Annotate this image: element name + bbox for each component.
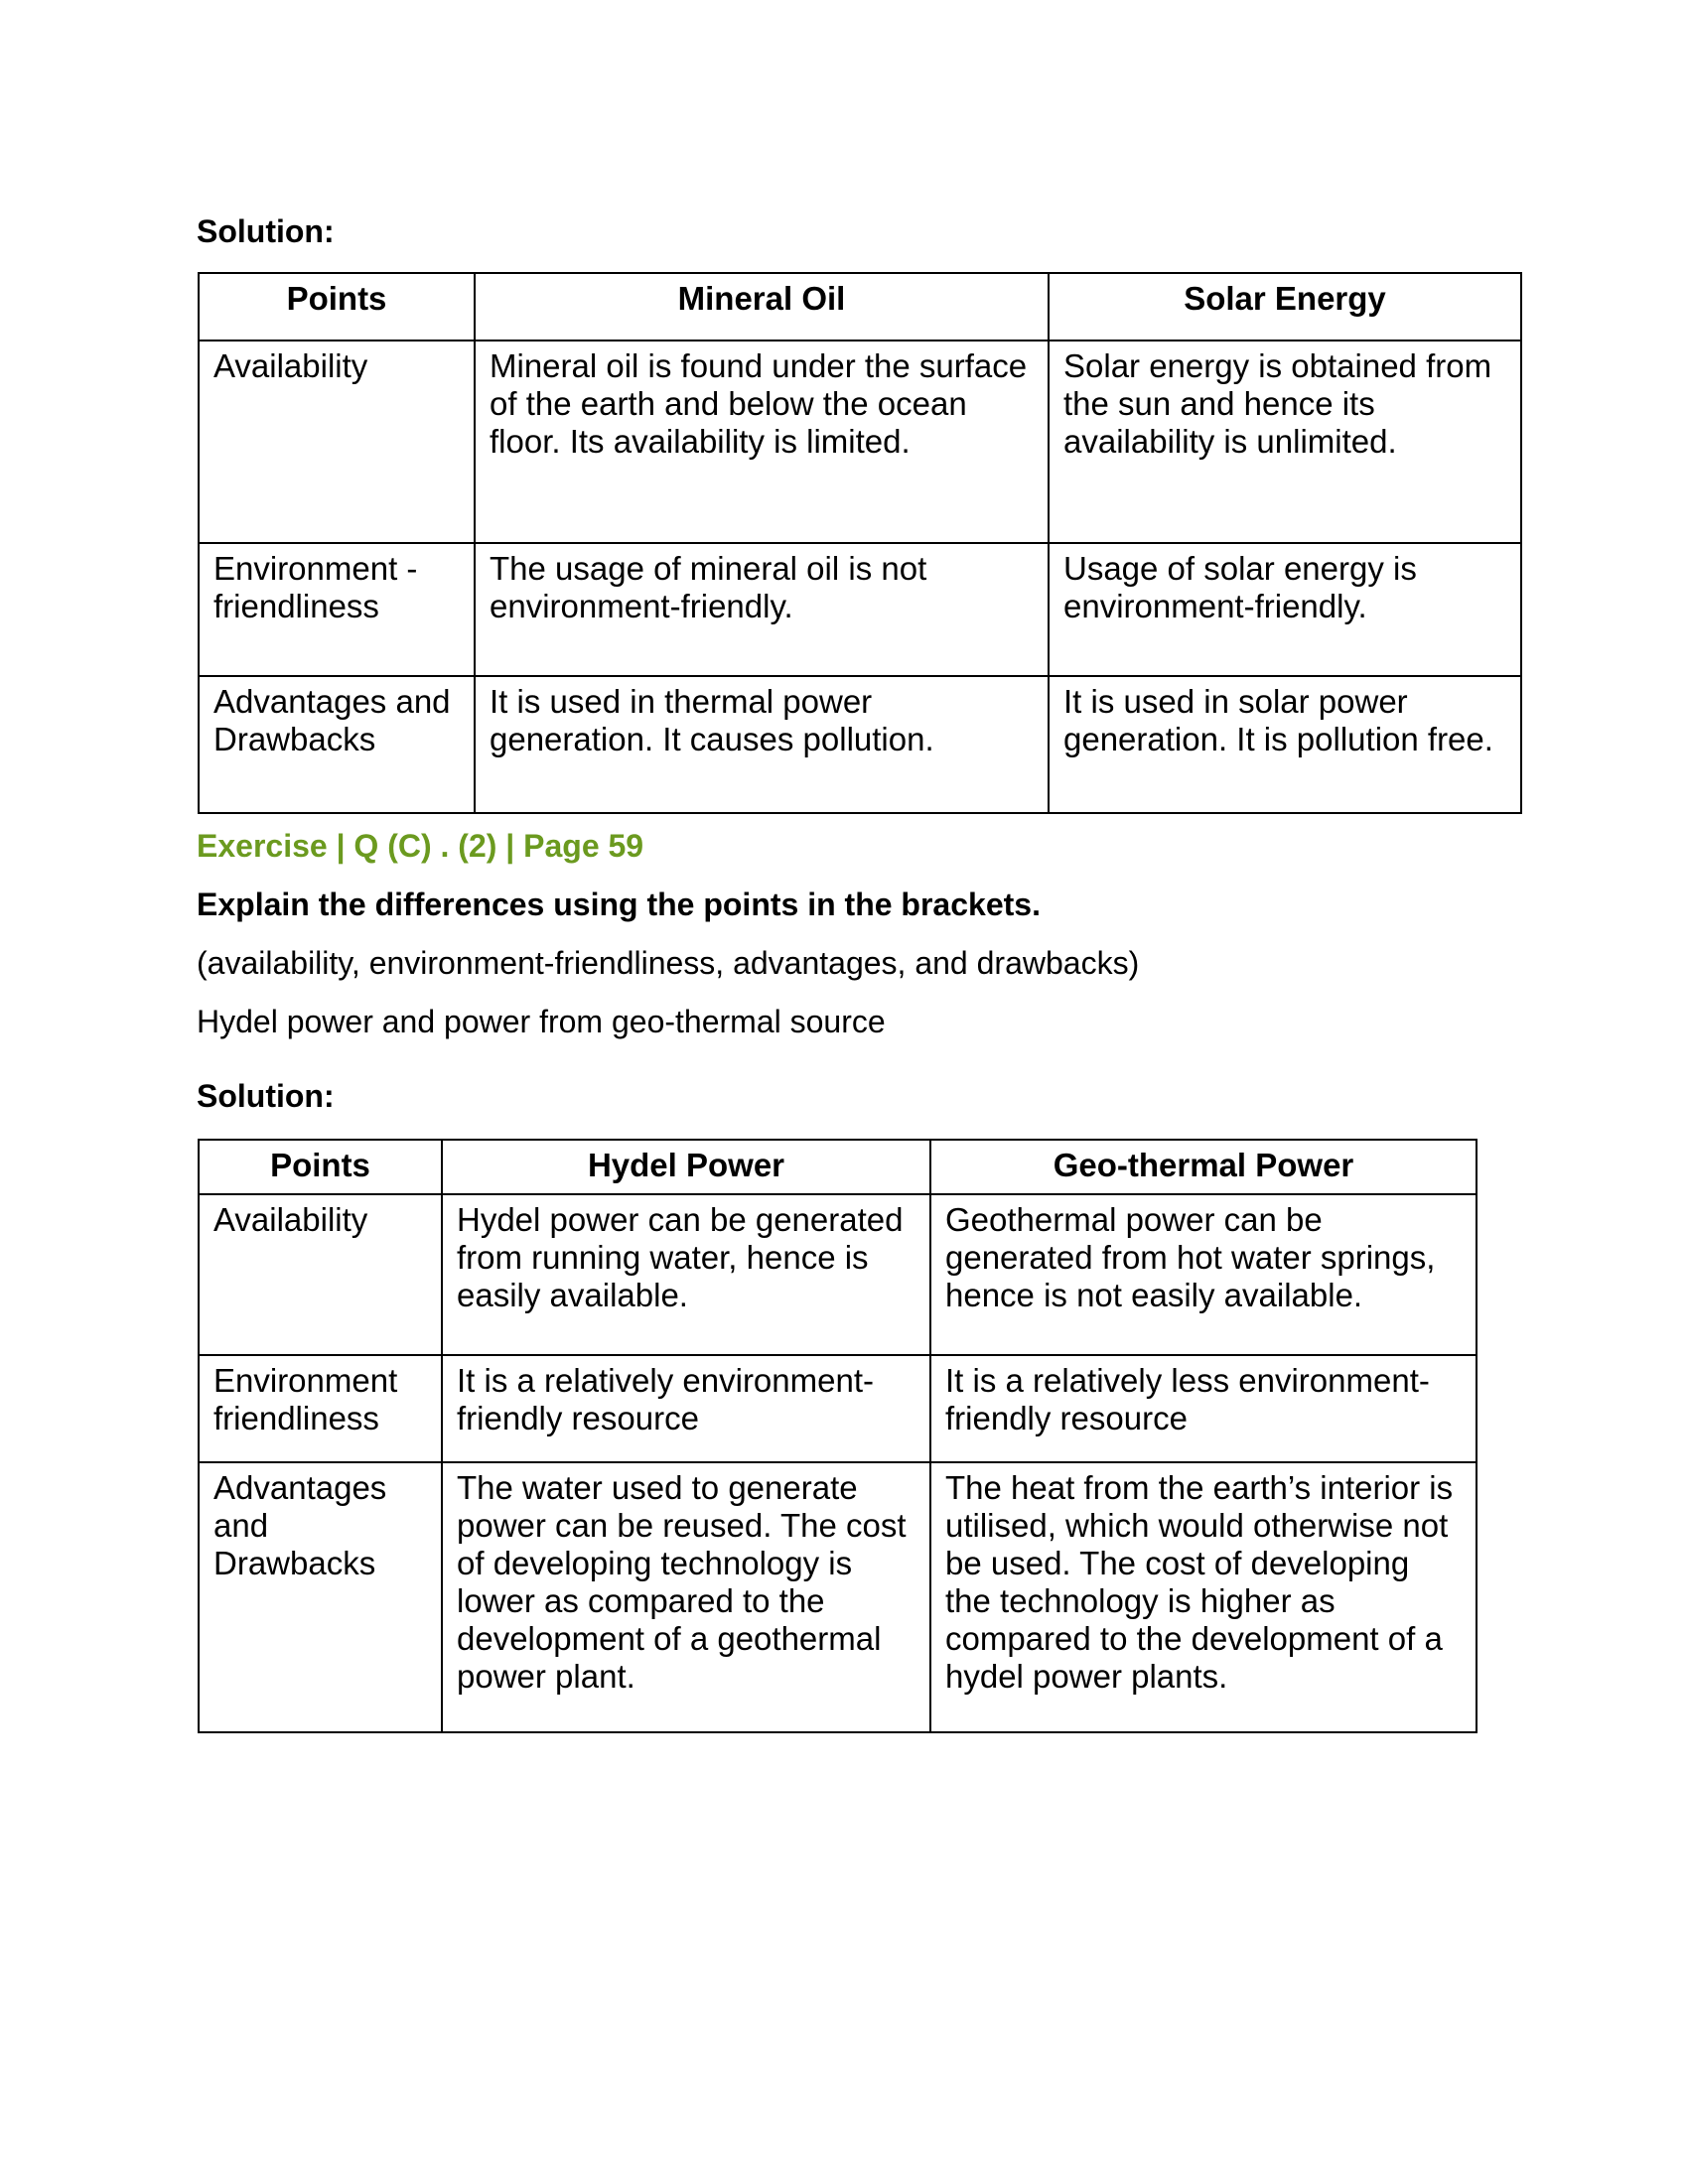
exercise-heading: Exercise | Q (C) . (2) | Page 59	[197, 828, 644, 864]
header-points: Points	[199, 273, 475, 341]
table-cell: It is used in solar power generation. It is pollution free.	[1049, 676, 1521, 813]
solution-heading-1: Solution:	[197, 213, 335, 249]
header-mineral-oil: Mineral Oil	[475, 273, 1049, 341]
table-cell: The water used to generate power can be reused. The cost of developing technology is lower as compared to the development of a geothermal power plant.	[442, 1462, 930, 1732]
row-label: Advantages and Drawbacks	[199, 1462, 442, 1732]
table-row	[199, 1462, 1477, 1732]
table-cell: Solar energy is obtained from the sun and hence its availability is unlimited.	[1049, 341, 1521, 543]
table-header-row	[199, 273, 1521, 341]
header-geothermal-power: Geo-thermal Power	[930, 1140, 1477, 1194]
header-points: Points	[199, 1140, 442, 1194]
table-row	[199, 1194, 1477, 1355]
table-row	[199, 676, 1521, 813]
table-cell: The usage of mineral oil is not environment-friendly.	[475, 543, 1049, 676]
question-text: Explain the differences using the points in the brackets.	[197, 887, 1041, 922]
table-cell: It is a relatively environment-friendly resource	[442, 1355, 930, 1462]
table-cell: It is used in thermal power generation. It causes pollution.	[475, 676, 1049, 813]
table-row	[199, 1355, 1477, 1462]
table-row	[199, 543, 1521, 676]
table-header-row	[199, 1140, 1477, 1194]
table-cell: Hydel power can be generated from running water, hence is easily available.	[442, 1194, 930, 1355]
mineral-oil-vs-solar-table	[198, 272, 1522, 814]
row-label: Environment friendliness	[199, 1355, 442, 1462]
table-cell: The heat from the earth’s interior is utilised, which would otherwise not be used. The cost of developing the technology is higher as compared to the development of a hydel power plants.	[930, 1462, 1477, 1732]
row-label: Environment - friendliness	[199, 543, 475, 676]
table-cell: It is a relatively less environment-friendly resource	[930, 1355, 1477, 1462]
row-label: Advantages and Drawbacks	[199, 676, 475, 813]
header-solar-energy: Solar Energy	[1049, 273, 1521, 341]
solution-heading-2: Solution:	[197, 1078, 335, 1114]
table-cell: Mineral oil is found under the surface of the earth and below the ocean floor. Its availability is limited.	[475, 341, 1049, 543]
points-line: (availability, environment-friendliness, advantages, and drawbacks)	[197, 945, 1140, 981]
hydel-vs-geothermal-table	[198, 1139, 1477, 1733]
row-label: Availability	[199, 341, 475, 543]
table-cell: Geothermal power can be generated from hot water springs, hence is not easily available.	[930, 1194, 1477, 1355]
topic-line: Hydel power and power from geo-thermal source	[197, 1004, 886, 1039]
table-cell: Usage of solar energy is environment-friendly.	[1049, 543, 1521, 676]
row-label: Availability	[199, 1194, 442, 1355]
header-hydel-power: Hydel Power	[442, 1140, 930, 1194]
table-row	[199, 341, 1521, 543]
